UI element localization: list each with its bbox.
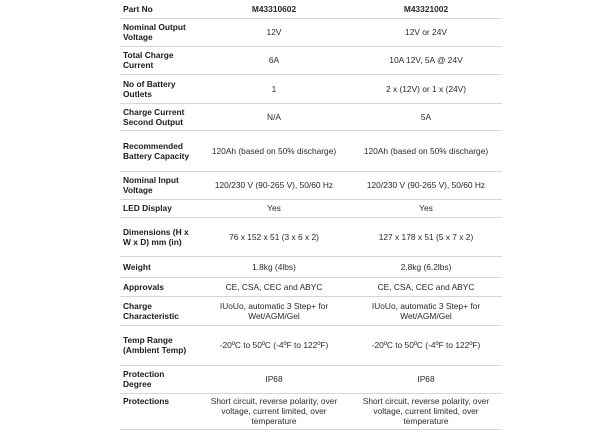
row-value-1: CE, CSA, CEC and ABYC	[198, 277, 350, 296]
row-value-2: 2.8kg (6.2lbs)	[350, 256, 502, 277]
row-value-2: Yes	[350, 199, 502, 217]
row-value-1: N/A	[198, 103, 350, 130]
row-value-1: 76 x 152 x 51 (3 x 6 x 2)	[198, 217, 350, 256]
table-row	[120, 46, 502, 74]
row-value-2: IP68	[350, 365, 502, 393]
table-row	[120, 130, 502, 171]
table-row	[120, 171, 502, 199]
row-label: Protections	[120, 393, 198, 429]
row-value-2: -20ºC to 50ºC (-4ºF to 122ºF)	[350, 325, 502, 365]
row-label: Recommended Battery Capacity	[120, 130, 198, 171]
spec-table-container	[120, 0, 502, 430]
row-value-1: -20ºC to 50ºC (-4ºF to 122ºF)	[198, 325, 350, 365]
row-label: Charge Current Second Output	[120, 103, 198, 130]
row-value-2: 120/230 V (90-265 V), 50/60 Hz	[350, 171, 502, 199]
row-value-2: Short circuit, reverse polarity, over voltage, current limited, over temperature	[350, 393, 502, 429]
table-row	[120, 74, 502, 103]
row-value-2: 12V or 24V	[350, 18, 502, 46]
row-value-1: IP68	[198, 365, 350, 393]
row-value-1: 120Ah (based on 50% discharge)	[198, 130, 350, 171]
row-label: Total Charge Current	[120, 46, 198, 74]
table-row	[120, 365, 502, 393]
row-value-1: Short circuit, reverse polarity, over voltage, current limited, over temperature	[198, 393, 350, 429]
row-value-1: 6A	[198, 46, 350, 74]
row-value-2: 10A 12V, 5A @ 24V	[350, 46, 502, 74]
table-row	[120, 393, 502, 429]
header-label: Part No	[120, 0, 198, 18]
table-row	[120, 199, 502, 217]
row-label: Protection Degree	[120, 365, 198, 393]
row-label: Nominal Input Voltage	[120, 171, 198, 199]
row-value-1: 120/230 V (90-265 V), 50/60 Hz	[198, 171, 350, 199]
row-label: Dimensions (H x W x D) mm (in)	[120, 217, 198, 256]
row-value-2: 2 x (12V) or 1 x (24V)	[350, 74, 502, 103]
row-label: Temp Range (Ambient Temp)	[120, 325, 198, 365]
row-label: Nominal Output Voltage	[120, 18, 198, 46]
row-value-1: 1.8kg (4lbs)	[198, 256, 350, 277]
row-label: Weight	[120, 256, 198, 277]
table-row	[120, 217, 502, 256]
row-label: LED Display	[120, 199, 198, 217]
row-value-1: IUoUo, automatic 3 Step+ for Wet/AGM/Gel	[198, 296, 350, 325]
row-value-2: 120Ah (based on 50% discharge)	[350, 130, 502, 171]
row-label: Approvals	[120, 277, 198, 296]
table-row	[120, 103, 502, 130]
row-value-1: 12V	[198, 18, 350, 46]
table-row	[120, 325, 502, 365]
row-label: No of Battery Outlets	[120, 74, 198, 103]
row-value-2: 127 x 178 x 51 (5 x 7 x 2)	[350, 217, 502, 256]
table-row	[120, 296, 502, 325]
row-value-1: 1	[198, 74, 350, 103]
spec-table	[120, 0, 502, 430]
header-part-2: M43321002	[350, 0, 502, 18]
row-value-2: 5A	[350, 103, 502, 130]
table-row	[120, 277, 502, 296]
row-value-2: IUoUo, automatic 3 Step+ for Wet/AGM/Gel	[350, 296, 502, 325]
row-value-1: Yes	[198, 199, 350, 217]
row-label: Charge Characteristic	[120, 296, 198, 325]
table-row	[120, 18, 502, 46]
header-part-1: M43310602	[198, 0, 350, 18]
table-header-row	[120, 0, 502, 18]
table-row	[120, 256, 502, 277]
row-value-2: CE, CSA, CEC and ABYC	[350, 277, 502, 296]
